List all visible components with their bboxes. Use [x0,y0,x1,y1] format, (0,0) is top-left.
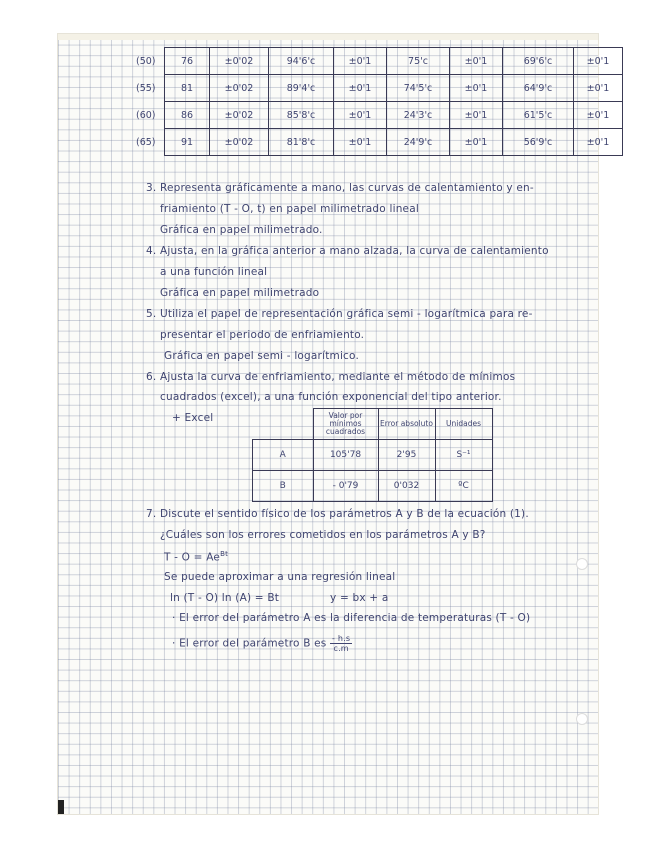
measurement-table [136,47,623,156]
cell-err1: ±0'02 [210,75,269,102]
cell-t3: 64'9'c [503,75,574,102]
row-label: (50) [136,55,156,67]
cell-err2: ±0'1 [334,48,387,75]
binder-hole [576,713,588,725]
corner-cell [253,409,314,440]
cell-err2: ±0'1 [334,102,387,129]
cell-err3: ±0'1 [450,102,503,129]
cell-t1: 81'8'c [269,129,334,156]
cell-err3: ±0'1 [450,75,503,102]
error-cell: 2'95 [378,440,435,471]
q5-line2: presentar el periodo de enfriamiento. [160,329,365,341]
q4-line1: 4. Ajusta, en la gráfica anterior a mano alzada, la curva de calentamiento [146,245,549,257]
value-cell: - 0'79 [313,471,378,502]
param-cell: A [253,440,314,471]
corner-mark [58,800,64,814]
unit-cell: ºC [435,471,492,502]
param-cell: B [253,471,314,502]
q3-line2: friamiento (T - O, t) en papel milimetrado lineal [160,203,419,215]
table-row [253,471,493,502]
table-row [136,129,623,156]
cell-n: 76 [165,48,210,75]
equation-base: T - O = Ae [164,551,221,564]
cell-n: 81 [165,75,210,102]
equation-exponent: Bt [220,550,229,558]
q4-answer: Gráfica en papel milimetrado [160,287,320,299]
cell-t2: 24'3'c [387,102,450,129]
table-row [253,440,493,471]
bullet2-text: · El error del parámetro B es [172,637,327,650]
cell-t3: 61'5'c [503,102,574,129]
error-b-fraction [330,634,352,653]
fraction-numerator: - h.s [332,634,351,643]
row-label: (65) [136,136,156,148]
cell-t1: 89'4'c [269,75,334,102]
cell-err1: ±0'02 [210,102,269,129]
cell-err2: ±0'1 [334,129,387,156]
row-label: (55) [136,82,156,94]
cell-err1: ±0'02 [210,129,269,156]
q7-equation [164,550,228,564]
cell-t3: 69'6'c [503,48,574,75]
cell-err4: ±0'1 [574,129,623,156]
q3-line1: 3. Representa gráficamente a mano, las curvas de calentamiento y en- [146,182,534,194]
sheet-top-edge [58,34,598,40]
q7-bullet1: · El error del parámetro A es la diferencia de temperaturas (T - O) [172,612,531,624]
binder-hole [576,558,588,570]
cell-err4: ±0'1 [574,75,623,102]
q5-answer: Gráfica en papel semi - logarítmico. [164,350,360,362]
q3-answer: Gráfica en papel milimetrado. [160,224,323,236]
q4-line2: a una función lineal [160,266,268,278]
table-row [136,102,623,129]
value-cell: 105'78 [313,440,378,471]
header-error: Error absoluto [378,409,435,440]
cell-t2: 24'9'c [387,129,450,156]
q7-line2: ¿Cuáles son los errores cometidos en los parámetros A y B? [160,529,486,541]
cell-t1: 85'8'c [269,102,334,129]
cell-t2: 74'5'c [387,75,450,102]
cell-t2: 75'c [387,48,450,75]
table-row [136,48,623,75]
fraction-denominator: c.m [333,644,349,653]
q6-line1: 6. Ajusta la curva de enfriamiento, mediante el método de mínimos [146,371,516,383]
header-unit: Unidades [435,409,492,440]
cell-n: 91 [165,129,210,156]
q7-line4a: ln (T - O) ln (A) = Bt [170,592,280,604]
q6-note: + Excel [172,412,214,424]
cell-err4: ±0'1 [574,48,623,75]
q7-line1: 7. Discute el sentido físico de los parámetros A y B de la ecuación (1). [146,508,529,520]
cell-n: 86 [165,102,210,129]
cell-t3: 56'9'c [503,129,574,156]
cell-t1: 94'6'c [269,48,334,75]
least-squares-table [252,408,493,502]
row-label: (60) [136,109,156,121]
error-cell: 0'032 [378,471,435,502]
table-row [136,75,623,102]
q6-line2: cuadrados (excel), a una función exponencial del tipo anterior. [160,391,502,403]
cell-err2: ±0'1 [334,75,387,102]
q5-line1: 5. Utiliza el papel de representación gráfica semi - logarítmica para re- [146,308,533,320]
unit-cell: S⁻¹ [435,440,492,471]
q7-line4b: y = bx + a [330,592,389,604]
cell-err4: ±0'1 [574,102,623,129]
cell-err3: ±0'1 [450,48,503,75]
q7-line3: Se puede aproximar a una regresión lineal [164,571,396,583]
cell-err3: ±0'1 [450,129,503,156]
cell-err1: ±0'02 [210,48,269,75]
header-value: Valor por mínimos cuadrados [313,409,378,440]
q7-bullet2 [172,634,352,653]
